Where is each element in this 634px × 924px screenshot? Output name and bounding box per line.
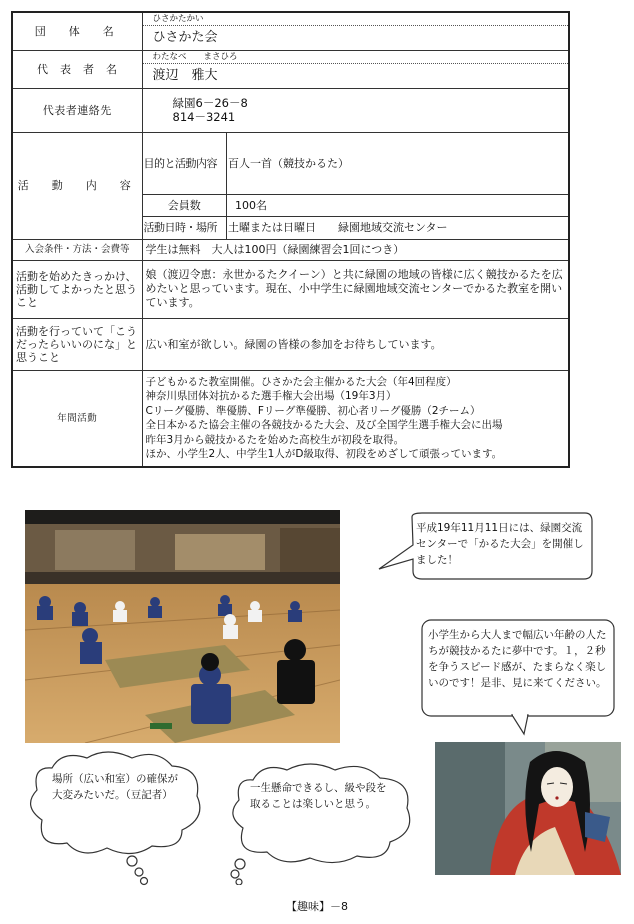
bubble-kid-text: 一生懸命できるし、級や段を取ることは楽しいと思う。 bbox=[250, 782, 387, 810]
contact-address: 緑園6－26－8 bbox=[172, 96, 248, 110]
wish-label: 活動を行っていて「こうだったらいいのにな」と思うこと bbox=[12, 318, 142, 370]
motive-row bbox=[12, 260, 569, 318]
representative-row bbox=[12, 50, 569, 88]
schedule-value: 土曜または日曜日 緑園地域交流センター bbox=[228, 221, 448, 235]
annual-line: ほか、小学生2人、中学生1人がD級取得、初段をめざして頑張っています。 bbox=[145, 448, 503, 461]
annual-line: 子どもかるた教室開催。ひさかた会主催かるた大会（年4回程度） bbox=[145, 375, 457, 388]
group-name-label: 団 体 名 bbox=[12, 12, 142, 50]
group-name-row bbox=[12, 12, 569, 50]
wish-value: 広い和室が欲しい。緑園の皆様の参加をお待ちしています。 bbox=[142, 318, 569, 370]
poet-portrait-image bbox=[435, 742, 621, 875]
contact-label: 代表者連絡先 bbox=[12, 88, 142, 132]
members-label: 会員数 bbox=[143, 195, 227, 217]
wish-row bbox=[12, 318, 569, 370]
purpose-value: 百人一首（競技かるた） bbox=[227, 133, 569, 195]
annual-row bbox=[12, 370, 569, 467]
contact-cell bbox=[142, 88, 569, 132]
activity-cell bbox=[142, 132, 569, 239]
activity-label: 活 動 内 容 bbox=[12, 132, 142, 239]
annual-line: 昨年3月から競技かるたを始めた高校生が初段を取得。 bbox=[145, 433, 405, 446]
annual-line: 全日本かるた協会主催の各競技かるた大会、及び全国学生選手権大会に出場 bbox=[145, 419, 503, 432]
bubble-tournament-text: 平成19年11月11日には、緑園交流センターで「かるた大会」を開催しました！ bbox=[416, 522, 584, 566]
page-footer: 【趣味】－8 bbox=[286, 900, 348, 913]
representative-label: 代 表 者 名 bbox=[12, 50, 142, 88]
thought-cloud-reporter bbox=[22, 748, 212, 888]
fee-label: 入会条件・方法・会費等 bbox=[12, 239, 142, 260]
tournament-photo bbox=[25, 510, 340, 743]
motive-label: 活動を始めたきっかけ、活動してよかったと思うこと bbox=[12, 260, 142, 318]
motive-value: 娘（渡辺令恵：永世かるたクイーン）と共に緑園の地域の皆様に広く競技かるたを広めたいと思っています。現在、小中学生に緑園地域交流センターでかるた教室を開いています。 bbox=[142, 260, 569, 318]
activity-row bbox=[12, 132, 569, 239]
representative-cell bbox=[142, 50, 569, 88]
members-value: 100名 bbox=[227, 195, 569, 217]
contact-row bbox=[12, 88, 569, 132]
representative-ruby: わたなべ まさひろ bbox=[143, 51, 569, 64]
annual-label: 年間活動 bbox=[12, 370, 142, 467]
bubble-players-text: 小学生から大人まで幅広い年齢の人たちが競技かるたに夢中です。１，２秒を争うスピード感が、たまらなく楽しいのです！是非、見に来てください。 bbox=[428, 629, 607, 689]
group-name-cell bbox=[142, 12, 569, 50]
annual-line: 神奈川県団体対抗かるた選手権大会出場（19年3月） bbox=[145, 390, 397, 403]
fee-value: 学生は無料 大人は100円（緑園練習会1回につき） bbox=[142, 239, 569, 260]
representative-name: 渡辺 雅大 bbox=[152, 68, 218, 83]
group-name-ruby: ひさかたかい bbox=[143, 13, 569, 26]
annual-line: Cリーグ優勝、準優勝、Fリーグ準優勝、初心者リーグ優勝（2チーム） bbox=[145, 404, 481, 417]
bubble-reporter-text: 場所（広い和室）の確保が大変みたいだ。（豆記者） bbox=[52, 773, 178, 801]
activity-subtable bbox=[143, 133, 569, 239]
fee-row bbox=[12, 239, 569, 260]
purpose-label: 目的と活動内容 bbox=[143, 133, 227, 195]
annual-cell bbox=[142, 370, 569, 467]
group-name: ひさかた会 bbox=[152, 30, 218, 46]
contact-phone: 814－3241 bbox=[172, 110, 236, 124]
thought-cloud-kid bbox=[225, 760, 420, 885]
schedule-label: 活動日時・場所 bbox=[143, 217, 227, 239]
group-info-table bbox=[11, 11, 570, 468]
